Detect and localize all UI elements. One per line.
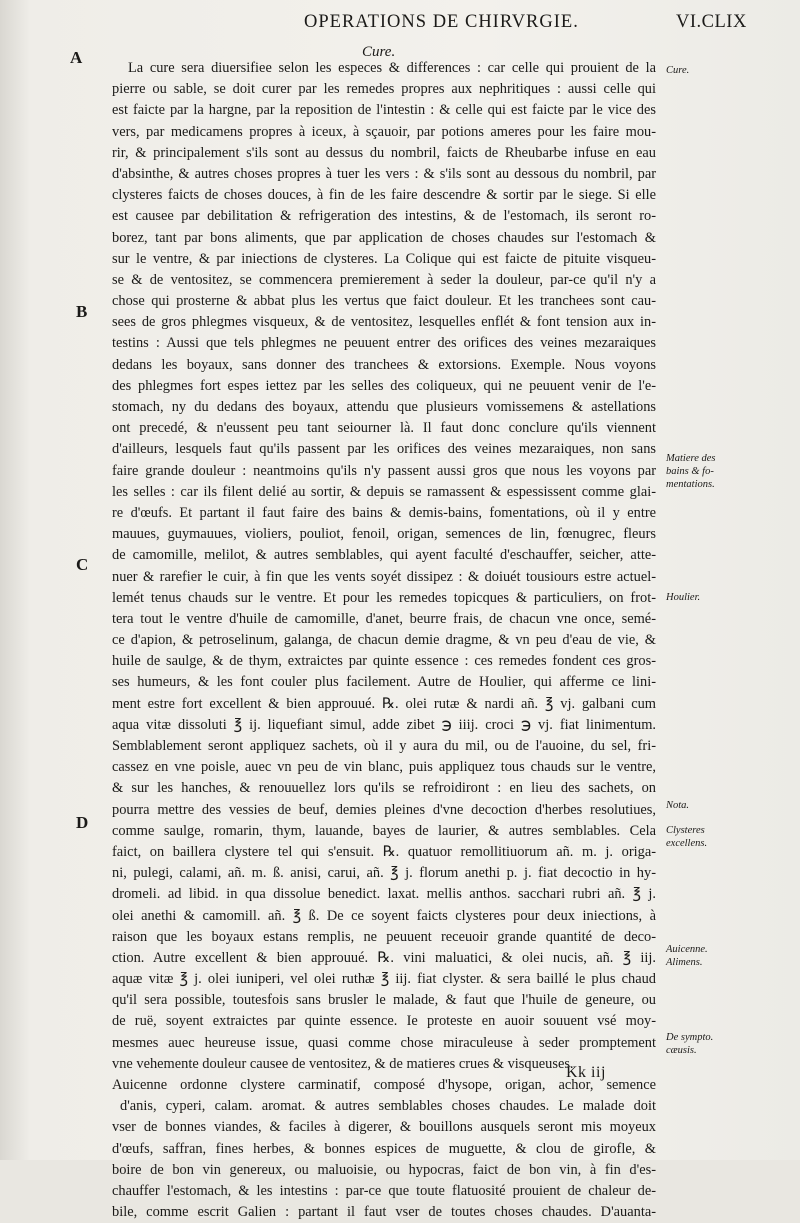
text-line: chauffer l'estomach, & les intestins : par-ce que toute flatuosité prouient de chaleur de-: [112, 1182, 656, 1199]
margin-note-sympto-2: cæusis.: [666, 1045, 697, 1056]
text-line: d'absinthe, & autres choses propres à tuer les vers : & s'ils sont au dessous du nombril, par: [112, 165, 656, 182]
text-line: cassez en vne poisle, auec vn peu de vin blanc, puis appliquez tous chauds sur le ventre,: [112, 759, 656, 776]
margin-note-clysteres-2: excellens.: [666, 838, 708, 849]
margin-note-auicenne: Auicenne.: [666, 944, 708, 955]
margin-note-alimens: Alimens.: [666, 957, 703, 968]
margin-note-sympto-1: De sympto.: [666, 1032, 714, 1043]
margin-note-bains-2: bains & fo-: [666, 466, 714, 477]
text-line: mesmes auec heureuse issue, quasi comme chose miraculeuse à seder promptement: [112, 1034, 656, 1051]
text-line: ction. Autre excellent & bien approuué. ℞. vini maluatici, & olei nucis, añ. ℥ iij.: [112, 949, 656, 966]
text-line: pourra mettre des vessies de beuf, demies pleines d'vne decoction d'herbes resolutiues,: [112, 801, 656, 818]
text-line: mauues, guymauues, violiers, pouliot, fenoil, origan, semences de lin, fœnugrec, fleurs: [112, 526, 656, 543]
body-text: [112, 58, 656, 1223]
text-line: huile de saulge, & de thym, extraictes par quinte essence : ces remedes fondent ces gros-: [112, 653, 656, 670]
text-line: faire grande douleur : neantmoins qu'ils n'y passent aussi gros que nous les voyons par: [112, 462, 656, 479]
text-line: comme saulge, romarin, thym, lauande, bayes de laurier, & autres semblables. Cela: [112, 822, 656, 839]
margin-note-nota: Nota.: [666, 800, 690, 811]
text-line: borez, tant par bons aliments, que par application de choses chaudes sur l'estomach &: [112, 229, 656, 246]
text-line: des phlegmes fort espes iettez par les selles des coliqueux, qui ne peuuent venir de l'e-: [112, 377, 656, 394]
section-letter-a: A: [70, 48, 83, 67]
text-line: rir, & principalement s'ils sont au dessus du nombril, faicts de Rheubarbe infuse en eau: [112, 144, 656, 161]
text-line: tera tout le ventre d'huile de camomille, d'anet, beurre frais, de chacun vne once, semé-: [112, 610, 656, 627]
text-line: testins : Aussi que tels phlegmes ne peuuent entrer des orifices des veines mezaraiques: [112, 335, 656, 352]
text-line: dedans les boyaux, sans donner des tranchees & extorsions. Exemple. Nous voyons: [112, 356, 656, 373]
section-title: Cure.: [362, 44, 396, 60]
text-line: d'œufs, saffran, fines herbes, & bonnes espices de muguette, & clou de girofle, &: [112, 1140, 656, 1157]
text-line: faict, on baillera clystere tel qui s'ensuit. ℞. quatuor remollitiuorum añ. m. j. origa-: [112, 843, 656, 860]
text-line: d'ailleurs, lesquels faut qu'ils passent par les orifices des veines mezaraiques, non sans: [112, 441, 656, 458]
text-line: bile, comme escrit Galien : partant il faut vser de toutes choses chaudes. D'auanta-: [112, 1204, 656, 1221]
text-line: raison que les boyaux estans remplis, ne peuuent receuoir grande quantité de deco-: [112, 928, 656, 945]
text-line: de ruë, soyent extraictes par quinte essence. Ie proteste en auoir souuent vsé moy-: [112, 1013, 656, 1030]
section-letter-b: B: [76, 302, 88, 321]
text-line: ses humeurs, & les font couler plus facilement. Autre de Houlier, qui afferme ce lini-: [112, 674, 656, 691]
text-line: ont precedé, & n'eussent peu tant seiourner là. Il faut donc conclure qu'ils viennent: [112, 420, 656, 437]
text-line: qu'il sera possible, toutesfois sans brusler le malade, & faut que l'huile de geneure, ou: [112, 992, 656, 1009]
margin-note-cure: Cure.: [666, 65, 690, 76]
text-line: aqua vitæ dissoluti ℥ ij. liquefiant simul, adde zibet ℈ iiij. croci ℈ vj. fiat linimentum.: [112, 716, 656, 733]
text-line: vers, par medicamens propres à iceux, à sçauoir, par potions ameres pour les faire mou-: [112, 123, 656, 140]
text-line: ni, pulegi, calami, añ. m. ß. anisi, carui, añ. ℥ j. florum anethi p. j. fiat decoctio in hy-: [112, 865, 656, 882]
text-line: chose qui prosterne & abbat plus les vertus que faict douleur. Et les tranchees sont cau-: [112, 293, 656, 310]
section-letter-d: D: [76, 813, 89, 832]
text-line: vne vehemente douleur causee de ventositez, & de matieres crues & visqueuses.: [112, 1055, 574, 1072]
margin-note-clysteres-1: Clysteres: [666, 825, 705, 836]
text-line: olei anethi & camomill. añ. ℥ ß. De ce soyent faicts clysteres pour deux iniections, à: [112, 907, 656, 924]
text-line: est faicte par la hargne, par la reposition de l'intestin : & celle qui est faicte par le vice des: [112, 102, 656, 119]
text-line: est causee par debilitation & refrigeration des intestins, & de l'estomach, ils seront ro-: [112, 208, 656, 225]
text-line: sees de gros phlegmes visqueux, & de ventositez, lesquelles enflét & font tension aux in-: [112, 314, 656, 331]
text-line: pierre ou sable, se doit curer par les remedes propres aux nephritiques : aussi celle qui: [112, 81, 656, 98]
margin-note-houlier: Houlier.: [666, 592, 701, 603]
folio-number: VI.CLIX: [676, 12, 747, 32]
text-line: clysteres faicts de choses douces, à fin de les faire descendre & sortir par le siege. Si elle: [112, 187, 656, 204]
text-line: & sur les hanches, & renouuellez lors qu'ils se refroidiront : en lieu des sachets, on: [112, 780, 656, 797]
text-line: lemét tenus chauds sur le ventre. Et pour les remedes topicques & particuliers, on frot-: [112, 589, 656, 606]
text-line: se & de ventositez, se commencera premierement à seder la douleur, par-ce qu'il n'y a: [112, 271, 656, 288]
text-line: dromeli. ad libid. in qua dissolue benedict. laxat. mellis anthos. sacchari rubri añ. ℥ j.: [112, 886, 656, 903]
text-line: aquæ vitæ ℥ j. olei iuniperi, vel olei ruthæ ℥ iij. fiat clyster. & sera baillé le plus chaud: [112, 971, 656, 988]
text-line: Auicenne ordonne clystere carminatif, composé d'hysope, origan, achor, semence: [112, 1077, 656, 1093]
text-line: ment estre fort excellent & bien approuué. ℞. olei rutæ & nardi añ. ℥ vj. galbani cum: [112, 695, 656, 712]
text-line: sur le ventre, & par iniections de clysteres. La Colique qui est faicte de pituite visqueu-: [112, 250, 656, 267]
text-line: de camomille, melilot, & autres semblables, qui ayent faculté d'eschauffer, seicher, atte-: [112, 547, 656, 564]
signature-mark: Kk iij: [566, 1064, 606, 1081]
text-line: vser de bonnes viandes, & faciles à digerer, & bouillons ausquels seront mis moyeux: [112, 1119, 656, 1136]
text-line: La cure sera diuersifiee selon les especes & differences : car celle qui prouient de la: [128, 60, 656, 76]
text-line: Semblablement seront appliquez sachets, où il y aura du mil, ou de l'auoine, du sel, fri-: [112, 738, 656, 754]
text-line: stomach, ny du dedans des boyaux, attendu que plusieurs vomissemens & astellations: [112, 399, 656, 415]
section-letter-c: C: [76, 555, 89, 574]
margin-note-bains-3: mentations.: [666, 479, 715, 490]
text-line: re d'œufs. Et partant il faut faire des bains & demis-bains, fomentations, où il y entre: [112, 504, 656, 521]
page-header: [0, 12, 800, 42]
running-title: OPERATIONS DE CHIRVRGIE.: [304, 12, 579, 32]
text-line: boire de bon vin genereux, ou maluoisie, ou hypocras, faict de bon vin, à fin d'es-: [112, 1161, 656, 1178]
text-line: ce d'apion, & petroselinum, galanga, de chacun demie dragme, & vn peu d'eau de vie, &: [112, 632, 656, 649]
text-line: nuer & rarefier le cuir, à fin que les vents soyét dissipez : & doiuét tousiours estre actuel-: [112, 568, 656, 585]
text-line: d'anis, cyperi, calam. aromat. & autres semblables choses chaudes. Le malade doit: [120, 1098, 656, 1115]
text-line: les selles : car ils filent delié au sortir, & depuis se ramassent & espessissent comme glai-: [112, 483, 656, 500]
margin-note-bains-1: Matiere des: [666, 453, 716, 464]
